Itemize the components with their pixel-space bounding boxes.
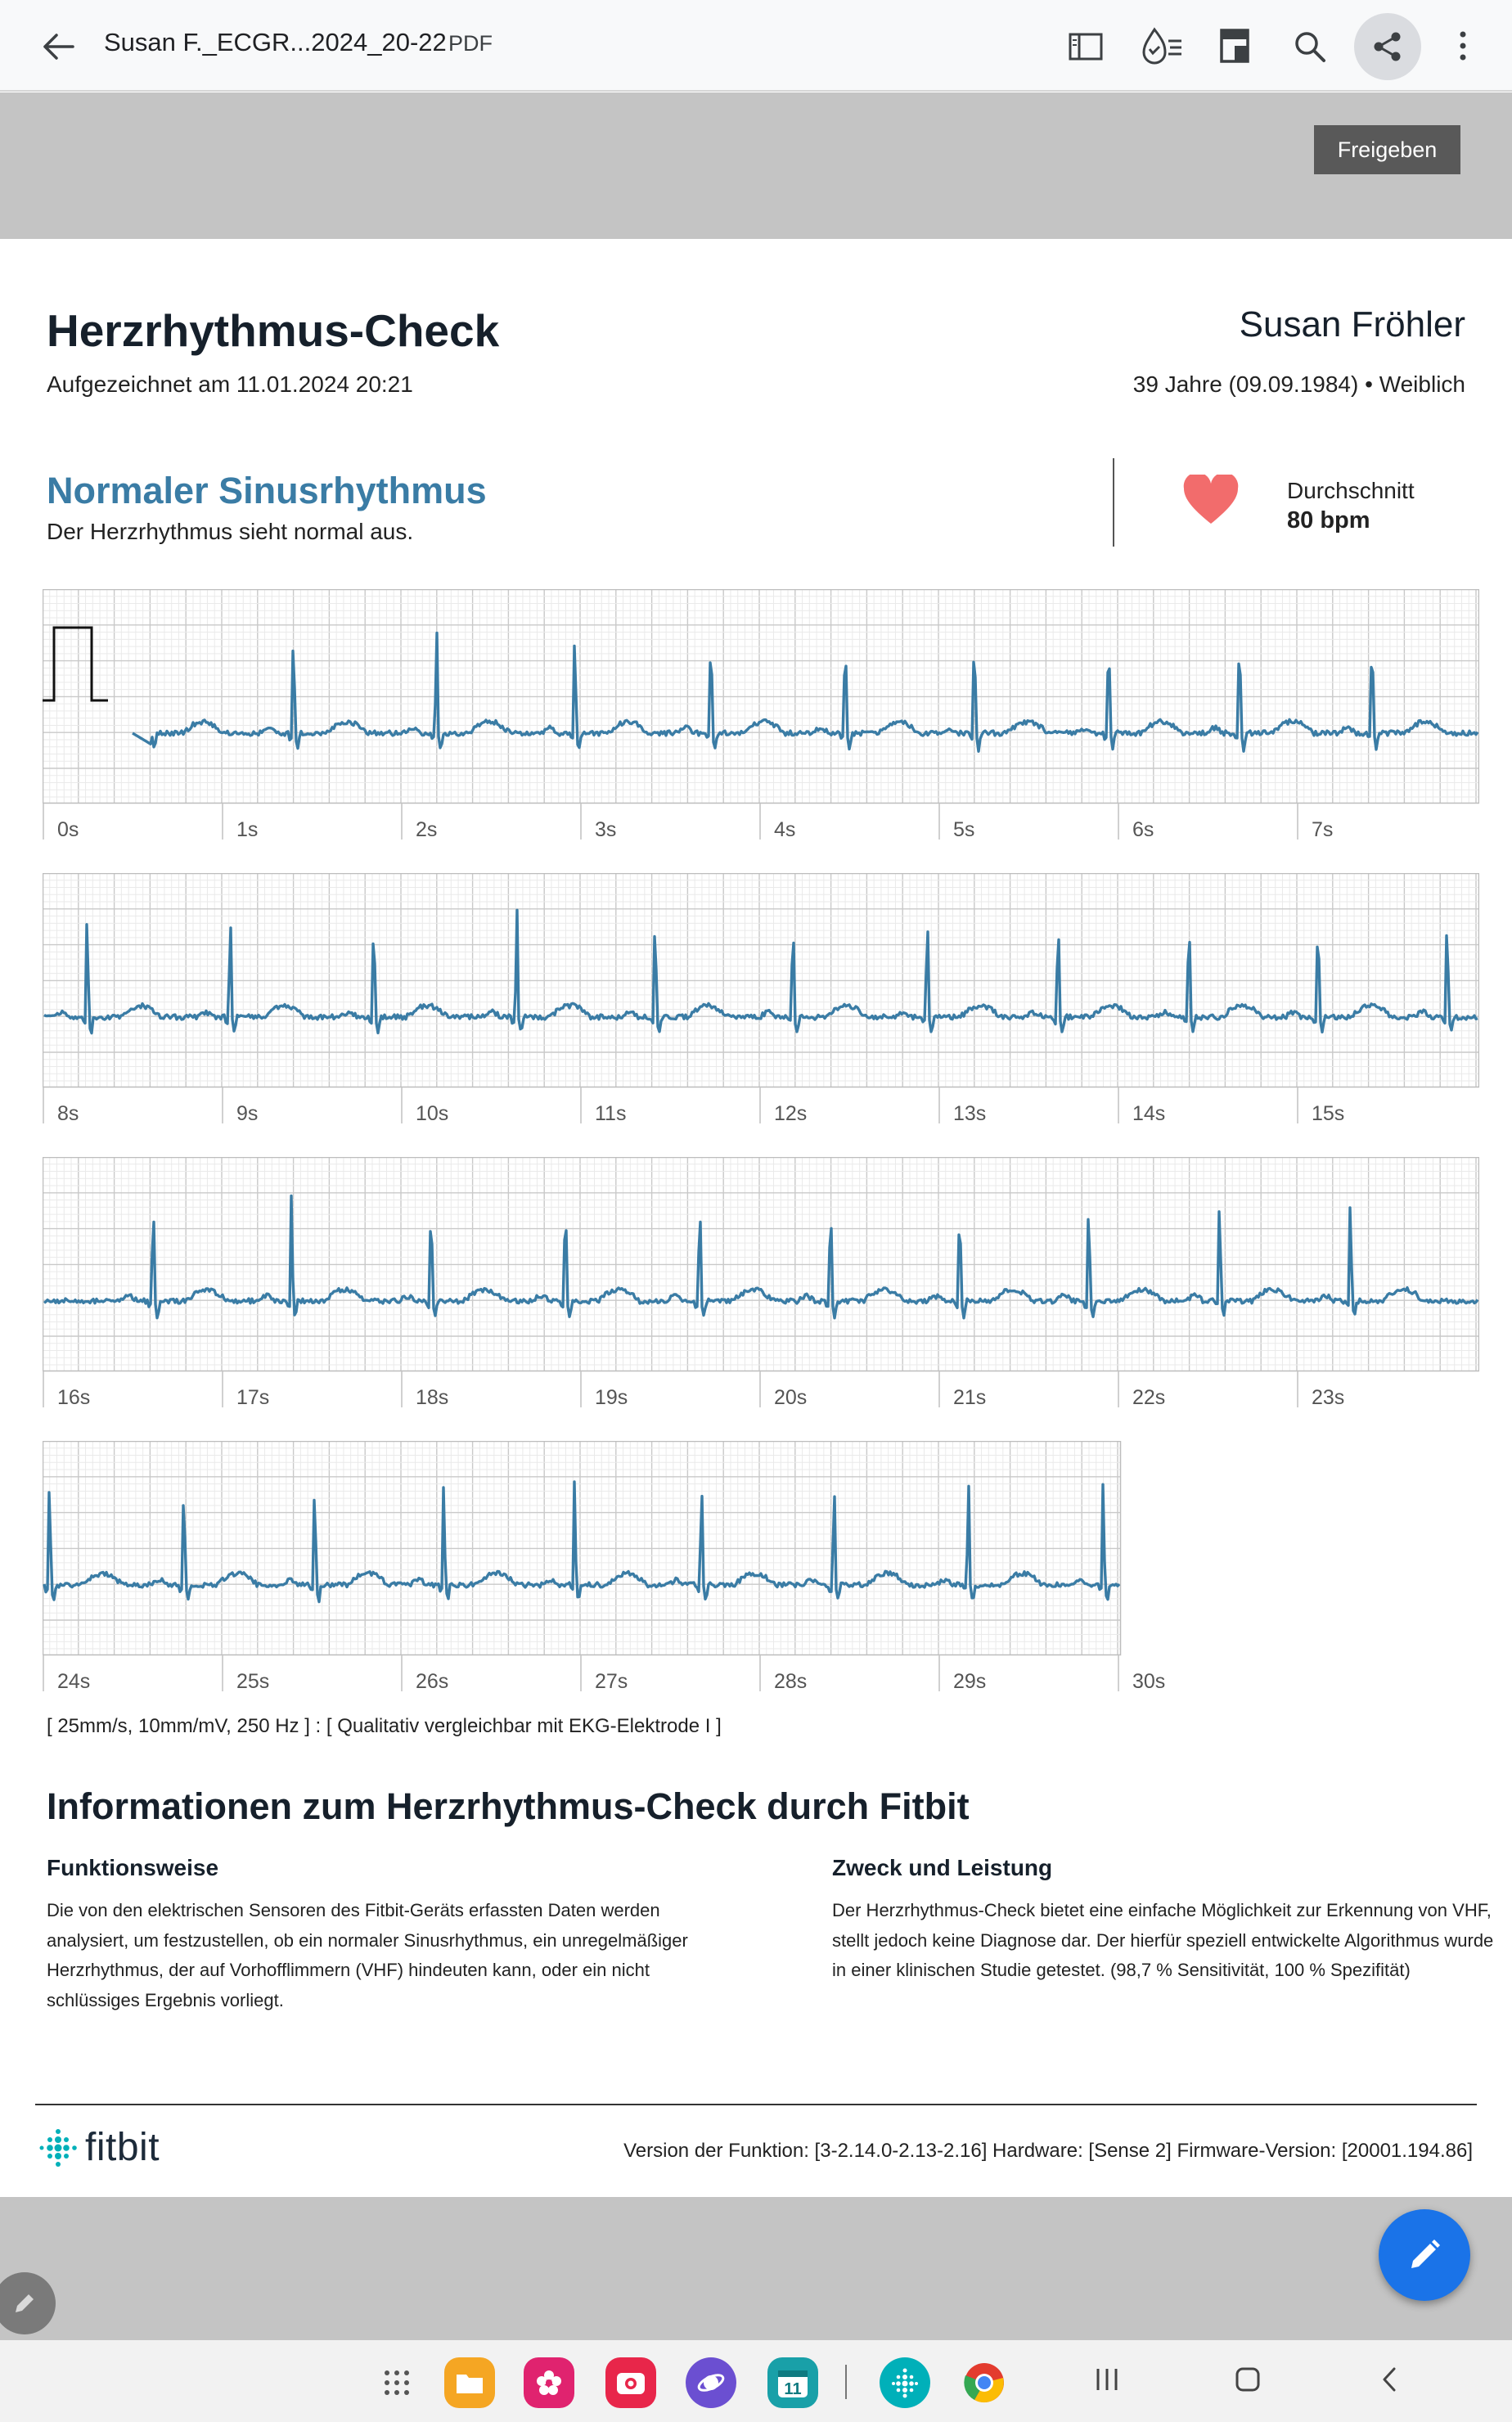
second-label: 2s: [416, 818, 438, 841]
edit-fab-button[interactable]: [1379, 2209, 1470, 2301]
functionality-heading: Funktionsweise: [47, 1855, 219, 1880]
second-label: 8s: [57, 1102, 79, 1125]
recorded-date: Aufgezeichnet am 11.01.2024 20:21: [47, 371, 413, 397]
purpose-text: Der Herzrhythmus-Check bietet eine einfache Möglichkeit zur Erkennung von VHF, stellt jedoch keine Diagnose dar. Der hierfür speziell entwickelte Algorithmus wurde in einer klinischen Studie getestet. (98,7 % Sensitivität, 100 % Spezifität): [832, 1900, 1494, 1980]
ecg-strip-1: [43, 589, 1479, 867]
second-label: 17s: [236, 1386, 270, 1409]
second-label: 3s: [595, 818, 617, 841]
second-label: 5s: [953, 818, 975, 841]
ecg-grid: [43, 873, 1479, 1087]
bookmark-icon[interactable]: [1214, 25, 1255, 67]
second-label: 29s: [953, 1670, 987, 1693]
apps-grid-icon[interactable]: [371, 2357, 422, 2408]
recents-icon[interactable]: [1088, 2361, 1126, 2398]
second-label: 27s: [595, 1670, 628, 1693]
ecg-settings-note: [ 25mm/s, 10mm/mV, 250 Hz ] : [ Qualitativ vergleichbar mit EKG-Elektrode I ]: [47, 1715, 722, 1737]
second-label: 26s: [416, 1670, 449, 1693]
ecg-strip-3: [43, 1157, 1479, 1435]
ecg-trace: [133, 633, 1478, 752]
second-label: 9s: [236, 1102, 259, 1125]
second-label: 4s: [774, 818, 796, 841]
gallery-icon[interactable]: [524, 2357, 574, 2408]
second-label: 19s: [595, 1386, 628, 1409]
second-label: 0s: [57, 818, 79, 841]
average-bpm: 80 bpm: [1287, 507, 1370, 533]
result-subtitle: Der Herzrhythmus sieht normal aus.: [47, 519, 414, 544]
freigeben-button[interactable]: Freigeben: [1314, 125, 1460, 174]
fitbit-wordmark: fitbit: [85, 2126, 160, 2169]
purpose-heading: Zweck und Leistung: [832, 1855, 1053, 1880]
divider: [1113, 458, 1114, 547]
second-label: 7s: [1312, 818, 1334, 841]
share-icon[interactable]: [1354, 13, 1421, 80]
ecg-trace: [44, 910, 1478, 1033]
system-navbar: [0, 2340, 1512, 2422]
fitbit-dots-icon: [39, 2127, 77, 2169]
ecg-strip-4: [43, 1441, 1479, 1719]
second-label: 13s: [953, 1102, 987, 1125]
my-files-icon[interactable]: [444, 2357, 495, 2408]
second-label: 25s: [236, 1670, 270, 1693]
pencil-icon: [1405, 2235, 1444, 2275]
file-type-label: PDF: [448, 31, 493, 56]
second-label: 28s: [774, 1670, 808, 1693]
functionality-text: Die von den elektrischen Sensoren des Fitbit-Geräts erfassten Daten werden analysiert, um festzustellen, ob ein normaler Sinusrhythmus, ein unregelmäßiger Herzrhythmus, der auf Vorhofflimmern (VHF) hindeuten kann, oder ein nicht schlüssiges Ergebnis vorliegt.: [47, 1900, 688, 2010]
second-label: 1s: [236, 818, 259, 841]
report-title: Herzrhythmus-Check: [47, 305, 500, 356]
second-label: 6s: [1132, 818, 1154, 841]
svg-text:11: 11: [784, 2380, 802, 2398]
app-bar: [0, 0, 1512, 92]
calendar-icon[interactable]: [767, 2357, 818, 2408]
back-arrow-icon[interactable]: [38, 26, 79, 67]
ecg-strip-2: [43, 873, 1479, 1151]
second-label: 11s: [595, 1102, 627, 1125]
accessibility-icon[interactable]: [1139, 23, 1185, 69]
result-title: Normaler Sinusrhythmus: [47, 470, 487, 511]
dock-divider: [845, 2365, 847, 2399]
second-label: 20s: [774, 1386, 808, 1409]
second-label: 24s: [57, 1670, 91, 1693]
average-label: Durchschnitt: [1287, 478, 1415, 503]
fitbit-logo: [39, 2125, 160, 2170]
second-label: 22s: [1132, 1386, 1166, 1409]
viewer-background: [0, 92, 1512, 239]
second-label: 10s: [416, 1102, 449, 1125]
chrome-icon[interactable]: [959, 2357, 1010, 2408]
version-info: Version der Funktion: [3-2.14.0-2.13-2.16] Hardware: [Sense 2] Firmware-Version: [20001.194.86]: [623, 2140, 1473, 2162]
ecg-grid: [43, 589, 1479, 804]
patient-name: Susan Fröhler: [1239, 304, 1465, 344]
reader-mode-icon[interactable]: [1065, 27, 1106, 66]
samsung-internet-icon[interactable]: [686, 2357, 736, 2408]
viewer-background-bottom: [0, 2197, 1512, 2340]
second-label: 16s: [57, 1386, 91, 1409]
fitbit-app-icon[interactable]: [880, 2357, 930, 2408]
second-label: 18s: [416, 1386, 449, 1409]
more-vert-icon[interactable]: [1448, 25, 1478, 67]
second-label: 21s: [953, 1386, 987, 1409]
info-heading: Informationen zum Herzrhythmus-Check durch Fitbit: [47, 1785, 970, 1827]
second-label: 30s: [1132, 1670, 1166, 1693]
pdf-page: [0, 239, 1512, 2197]
ecg-grid: [43, 1157, 1479, 1371]
document-title: Susan F._ECGR...2024_20-22: [104, 28, 447, 56]
second-label: 23s: [1312, 1386, 1345, 1409]
second-label: 12s: [774, 1102, 808, 1125]
home-icon[interactable]: [1229, 2361, 1267, 2398]
heart-icon: [1182, 475, 1240, 529]
second-label: 14s: [1132, 1102, 1166, 1125]
footer-divider: [35, 2104, 1477, 2105]
back-icon[interactable]: [1371, 2361, 1409, 2398]
ecg-grid: [43, 1441, 1121, 1655]
search-icon[interactable]: [1289, 26, 1330, 67]
screen-recorder-icon[interactable]: [605, 2357, 656, 2408]
second-label: 15s: [1312, 1102, 1345, 1125]
patient-demographics: 39 Jahre (09.09.1984) • Weiblich: [1132, 371, 1465, 397]
